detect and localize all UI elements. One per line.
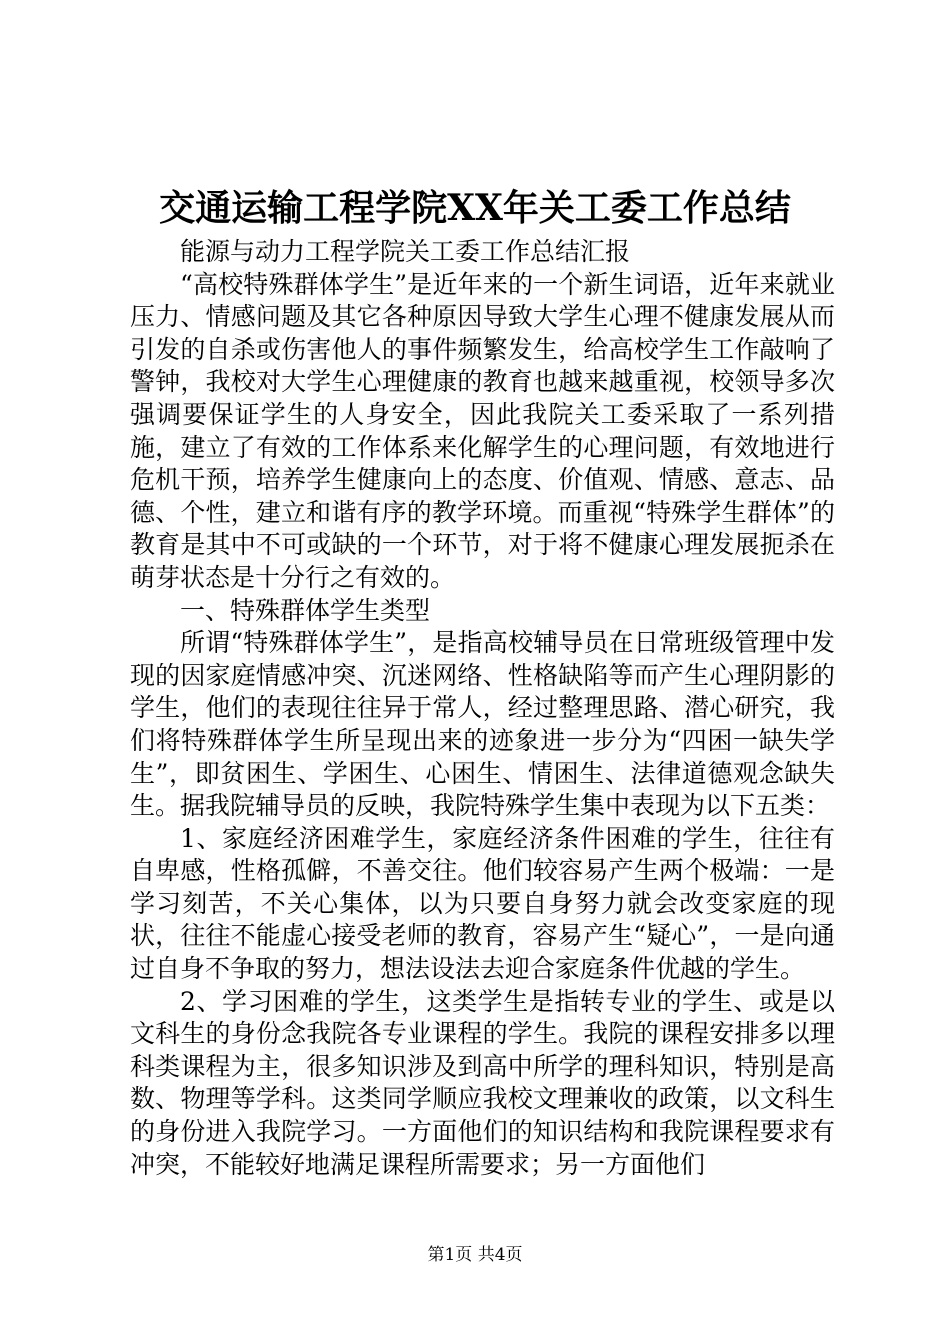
body-paragraph: “高校特殊群体学生”是近年来的一个新生词语，近年来就业压力、情感问题及其它各种原因导致大学生心理不健康发展从而引发的自杀或伤害他人的事件频繁发生，给高校学生工作敲响了警钟，我校对大学生心理健康的教育也越来越重视，校领导多次强调要保证学生的人身安全，因此我院关工委采取了一系列措施，建立了有效的工作体系来化解学生的心理问题，有效地进行危机干预，培养学生健康向上的态度、价值观、情感、意志、品德、个性，建立和谐有序的教学环境。而重视“特殊学生群体”的教育是其中不可或缺的一个环节，对于将不健康心理发展扼杀在萌芽状态是十分行之有效的。 [130,269,835,592]
page-footer: 第1页 共4页 [427,1245,523,1265]
document-title: 交通运输工程学院XX年关工委工作总结 [159,187,791,229]
body-paragraph: 1、家庭经济困难学生，家庭经济条件困难的学生，往往有自卑感，性格孤僻，不善交往。他们较容易产生两个极端：一是学习刻苦，不关心集体，以为只要自身努力就会改变家庭的现状，往往不能虚心接受老师的教育，容易产生“疑心”，一是向通过自身不争取的努力，想法设法去迎合家庭条件优越的学生。 [130,823,835,984]
subtitle-paragraph: 能源与动力工程学院关工委工作总结汇报 [180,237,631,266]
body-paragraph: 2、学习困难的学生，这类学生是指转专业的学生、或是以文科生的身份念我院各专业课程的学生。我院的课程安排多以理科类课程为主，很多知识涉及到高中所学的理科知识，特别是高数、物理等学科。这类同学顺应我校文理兼收的政策，以文科生的身份进入我院学习。一方面他们的知识结构和我院课程要求有冲突，不能较好地满足课程所需要求；另一方面他们 [130,986,835,1179]
document-body [130,236,835,1181]
body-paragraph: 所谓“特殊群体学生”，是指高校辅导员在日常班级管理中发现的因家庭情感冲突、沉迷网络、性格缺陷等而产生心理阴影的学生，他们的表现往往异于常人，经过整理思路、潜心研究，我们将特殊群体学生所呈现出来的迹象进一步分为“四困一缺失学生”，即贫困生、学困生、心困生、情困生、法律道德观念缺失生。据我院辅导员的反映，我院特殊学生集中表现为以下五类： [130,628,835,821]
section-heading: 一、特殊群体学生类型 [180,595,431,625]
